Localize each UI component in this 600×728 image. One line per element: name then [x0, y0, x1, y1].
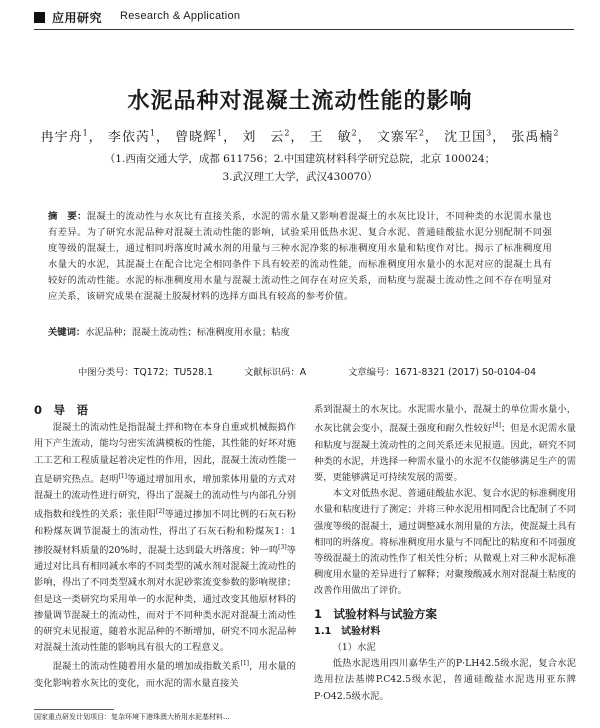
citation: [4]	[492, 422, 501, 430]
author: 冉宇舟	[40, 130, 83, 145]
author-mark: 1	[82, 128, 89, 138]
author: 沈卫国	[444, 130, 487, 145]
author-mark: 2	[351, 128, 358, 138]
author: 文寨军	[376, 130, 419, 145]
paragraph-text: 等通过对比具有相同减水率的不同类型的减水剂对混凝土流动性的影响，得出了不同类型减水剂对水泥砂浆流变参数的影响规律；但是这一类研究均采用单一的水泥种类，通过改变其他原材料的掺量调节混凝土的流动性，而对于不同种类水泥对混凝土流动性的研究未见报道，随着水泥品种的不断增加，研究不同水泥品种对混凝土流动性能的影响具有很大的工程意义。	[34, 544, 296, 654]
author-list: 冉宇舟$^1$， 李依芮$^1$， 曾晓辉$^1$， 刘 云$^2$， 王 敏$^2$， 文寨军$^2$， 沈卫国$^3$， 张禹楠$^2$	[40, 128, 560, 145]
article-number: 文章编号：1671-8321 (2017) S0-0104-04	[348, 367, 536, 378]
author-mark: 2	[553, 128, 560, 138]
header-section-en: Research & Application	[120, 10, 241, 22]
citation: [2]	[156, 508, 165, 516]
subsection-heading: 1.1 试验材料	[314, 625, 381, 637]
keywords-text: 水泥品种；混凝土流动性；标准稠度用水量；粘度	[85, 327, 290, 338]
paragraph	[314, 402, 576, 486]
footnote-rule	[34, 709, 114, 710]
header-block-mark	[34, 12, 45, 23]
affiliation-line-1: （1.西南交通大学，成都 611756；2.中国建筑材料科学研究总院，北京 100024；	[104, 153, 496, 165]
author-mark: 2	[284, 128, 291, 138]
section-heading-intro: 0 导 语	[34, 403, 89, 417]
left-column	[34, 402, 296, 692]
paragraph: 低热水泥选用四川嘉华生产的P·LH42.5级水泥，复合水泥选用拉法基牌P.C42.5级水泥，普通硅酸盐水泥选用亚东牌P·O42.5级水泥。	[314, 658, 576, 702]
author-mark: 2	[418, 128, 425, 138]
citation: [1]	[240, 660, 249, 668]
abstract-text: 混凝土的流动性与水灰比有直接关系，水泥的需水量又影响着混凝土的水灰比设计，不同种类的水泥需水量也有差异。为了研究水泥品种对混凝土流动性能的影响，试验采用低热水泥、复合水泥、普通硅酸盐水泥分别配制不同强度等级的混凝土，通过相同坍落度时减水剂的用量与三种水泥净浆的标准稠度用水量和粘度作对比。揭示了标准稠度用水量大的水泥，其混凝土在配合比完全相同条件下具有较差的流动性能，而标准稠度用水量小的水泥对应的混凝土具有较好的流动性能。水泥的标准稠度用水量与混凝土流动性之间存在对应关系，而粘度与混凝土流动性之间不存在明显对应关系，该研究成果在混凝土胶凝材料的选择方面具有较高的参考价值。	[48, 211, 552, 302]
citation: [1]	[118, 472, 127, 480]
paragraph	[34, 656, 296, 692]
abstract	[48, 209, 552, 305]
paper-title: 水泥品种对混凝土流动性能的影响	[127, 89, 473, 114]
paragraph-text: 等通过掺加不同比例的石灰石粉和粉煤灰调节混凝土的流动性，得出了石灰石粉和粉煤灰1：1掺胶凝材料质量的20%时，混凝土达到最大坍落度；钟一鸣	[34, 509, 296, 556]
header-section-cn: 应用研究	[52, 11, 103, 25]
keywords-label: 关键词：	[48, 327, 86, 338]
running-header	[34, 8, 574, 30]
paragraph-text: 混凝土的流动性随着用水量的增加成指数关系	[52, 661, 241, 673]
header-rule	[34, 29, 574, 30]
author: 刘 云	[242, 130, 285, 145]
footnote: 国家重点研发计划项目：复杂环境下港珠澳大桥用水泥基材料...	[34, 713, 230, 721]
paragraph	[34, 420, 296, 656]
paragraph: 本文对低热水泥、普通硅酸盐水泥、复合水泥的标准稠度用水量和粘度进行了测定；并将三种水泥用相同配合比配制了不同强度等级的混凝土，通过调整减水剂用量的方法，使混凝土具有相同的坍落度。将标准稠度用水量与不同配比的粘度和不同强度等级混凝土的流动性作了相关性分析；从微观上对三种水泥标准稠度用水量的差异进行了解释；对聚羧酸减水剂对混凝土粘度的改善作用做出了评价。	[314, 488, 576, 597]
paragraph-text: 混凝土的流动性是指混凝土拌和物在本身自重或机械振捣作用下产生流动，能均匀密实流满模板的性能，其性能的好坏对施工工艺和工程质量起着决定性的作用，因此，混凝土流动性能一直是研究热点。赵明	[34, 422, 296, 485]
author-mark: 1	[149, 128, 156, 138]
section-heading-materials: 1 试验材料与试验方案	[314, 606, 438, 621]
paragraph-text: ，用水量的变化影响着水灰比的变化，而水泥的需水量直接关	[34, 661, 296, 689]
clc-number: 中图分类号：TQ172；TU528.1	[78, 367, 213, 378]
citation: [3]	[278, 543, 287, 551]
list-item: （1）水泥	[332, 641, 376, 653]
author-mark: 1	[217, 128, 224, 138]
abstract-label: 摘 要：	[48, 211, 87, 222]
author: 李依芮	[107, 130, 150, 145]
affiliation-line-2: 3.武汉理工大学，武汉430070）	[222, 171, 378, 183]
keywords	[48, 324, 552, 338]
right-column	[314, 402, 576, 705]
author: 王 敏	[309, 130, 352, 145]
author: 张禹楠	[511, 130, 554, 145]
paragraph-text: 等通过增加用水，增加浆体用量的方式对混凝土的流动性进行研究，得出了混凝土的流动性与内部孔分别成指数和线性的关系；张佳阳	[34, 473, 296, 521]
paragraph-text: ；但是水泥需水量和粘度与混凝土流动性的之间关系还未见报道。因此，研究不同种类的水泥，并选择一种需水量小的水泥不仅能够满足生产的需要，更能够满足可持续发展的需要。	[314, 423, 576, 483]
author-mark: 3	[486, 128, 493, 138]
paragraph-text: 系到混凝土的水灰比。水泥需水量小，混凝土的单位需水量小，水灰比就会变小，混凝土强度和耐久性较好	[314, 404, 576, 435]
document-code: 文献标识码：A	[244, 367, 307, 378]
author: 曾晓辉	[175, 130, 218, 145]
